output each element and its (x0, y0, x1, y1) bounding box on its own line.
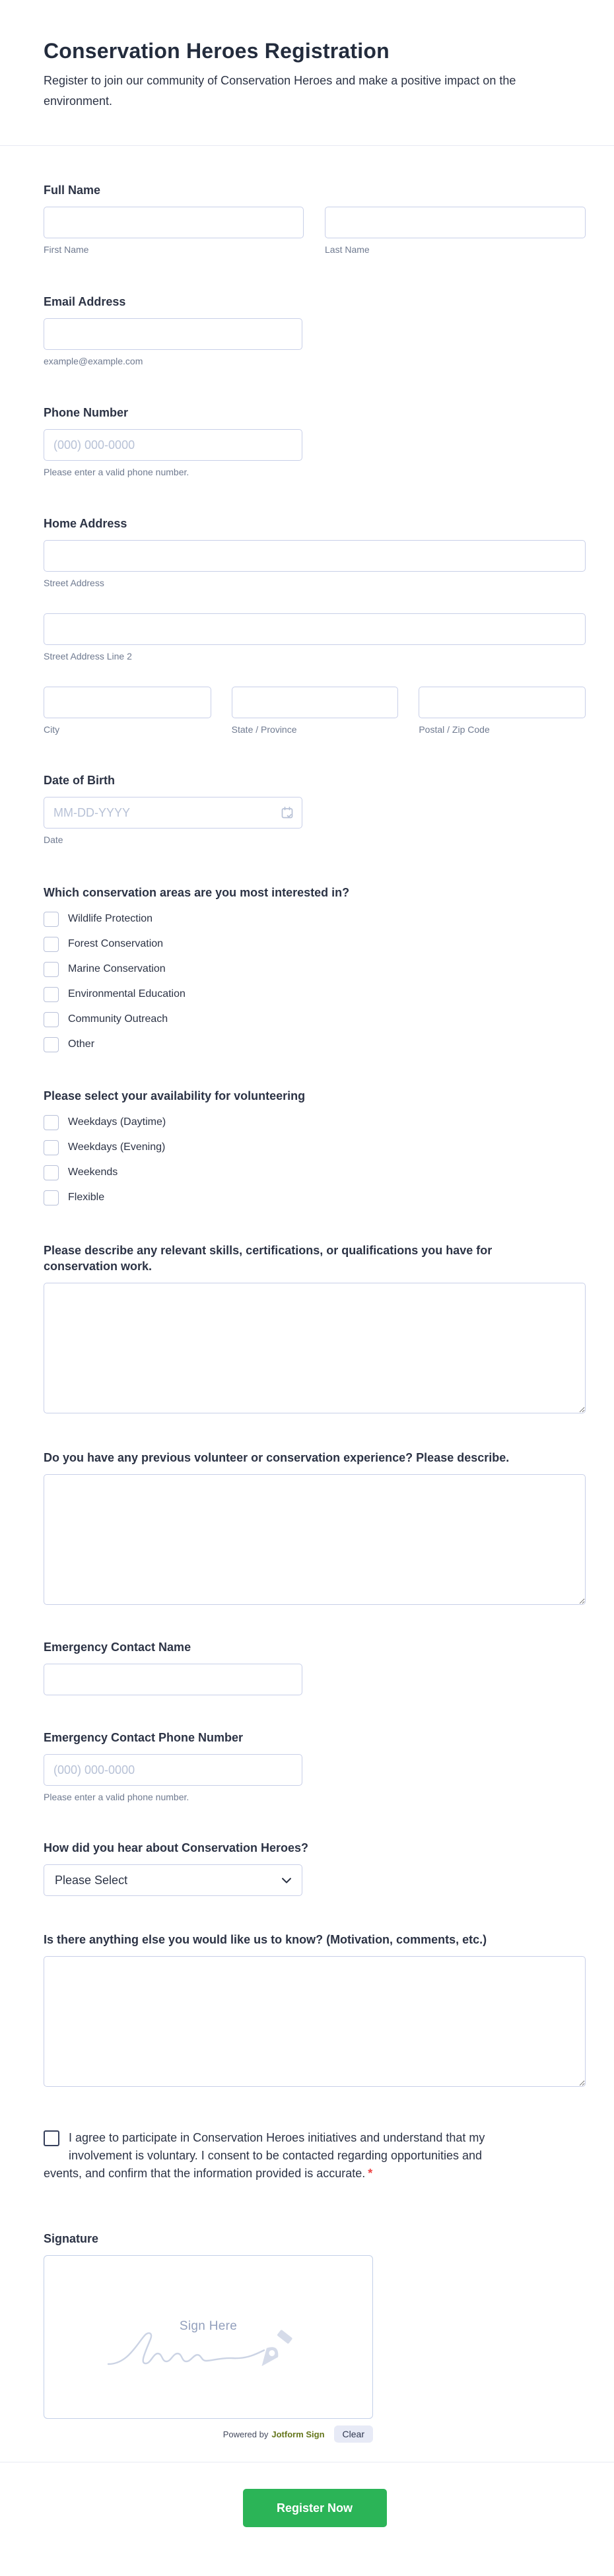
checkbox[interactable] (44, 1115, 59, 1130)
page-subtitle: Register to join our community of Conservation Heroes and make a positive impact on the environment. (44, 74, 516, 108)
checkbox[interactable] (44, 1012, 59, 1027)
powered-by-text: Powered by (222, 2429, 269, 2439)
checkbox[interactable] (44, 1165, 59, 1180)
comments-textarea[interactable] (44, 1956, 586, 2087)
signature-label: Signature (44, 2232, 99, 2245)
checkbox[interactable] (44, 987, 59, 1002)
interest-option-outreach[interactable]: Community Outreach (44, 1010, 586, 1029)
signature-footer (44, 2425, 373, 2443)
checkbox[interactable] (44, 937, 59, 952)
last-name-input[interactable] (325, 207, 586, 238)
street-address2-sublabel: Street Address Line 2 (44, 651, 132, 661)
availability-option-weekday-evening[interactable]: Weekdays (Evening) (44, 1138, 586, 1157)
question-dob (44, 772, 586, 846)
pen-nib-icon (256, 2330, 293, 2371)
header-divider (0, 145, 614, 146)
sign-here-placeholder: Sign Here (179, 2319, 238, 2333)
interest-option-marine[interactable]: Marine Conservation (44, 960, 586, 978)
experience-textarea[interactable] (44, 1474, 586, 1605)
clear-signature-button[interactable]: Clear (334, 2425, 373, 2443)
question-signature (44, 2231, 586, 2443)
emergency-name-input[interactable] (44, 1664, 302, 1695)
availability-option-weekends[interactable]: Weekends (44, 1163, 586, 1182)
dob-sublabel: Date (44, 834, 63, 845)
street-address-input[interactable] (44, 540, 586, 572)
full-name-label: Full Name (44, 184, 101, 197)
first-name-input[interactable] (44, 207, 304, 238)
form-body (0, 182, 614, 2462)
checkbox[interactable] (44, 1190, 59, 1205)
emergency-phone-sublabel: Please enter a valid phone number. (44, 1792, 189, 1802)
availability-option-weekday-day[interactable]: Weekdays (Daytime) (44, 1113, 586, 1132)
interest-option-education[interactable]: Environmental Education (44, 985, 586, 1003)
state-input[interactable] (232, 687, 399, 718)
referral-label: How did you hear about Conservation Heroes? (44, 1841, 309, 1854)
interests-options (44, 910, 586, 1054)
form-header (0, 0, 614, 112)
checkbox[interactable] (44, 962, 59, 977)
checkbox[interactable] (44, 1037, 59, 1052)
last-name-sublabel: Last Name (325, 244, 370, 255)
interest-option-wildlife[interactable]: Wildlife Protection (44, 910, 586, 928)
emergency-phone-input[interactable] (44, 1754, 302, 1786)
question-phone (44, 405, 586, 478)
required-asterisk: * (368, 2167, 373, 2180)
postal-input[interactable] (419, 687, 586, 718)
question-experience (44, 1450, 586, 1605)
signature-pad[interactable] (44, 2255, 373, 2419)
question-referral (44, 1840, 586, 1896)
referral-selected-value: Please Select (55, 1873, 128, 1887)
interest-option-forest[interactable]: Forest Conservation (44, 935, 586, 953)
skills-label: Please describe any relevant skills, certifications, or qualifications you have for conservation work. (44, 1244, 493, 1273)
phone-input[interactable] (44, 429, 302, 461)
question-email (44, 294, 586, 367)
question-comments (44, 1932, 586, 2087)
emergency-phone-label: Emergency Contact Phone Number (44, 1731, 244, 1744)
phone-sublabel: Please enter a valid phone number. (44, 467, 189, 477)
availability-label: Please select your availability for volunteering (44, 1089, 306, 1102)
experience-label: Do you have any previous volunteer or conservation experience? Please describe. (44, 1451, 510, 1464)
chevron-down-icon (282, 1878, 291, 1883)
skills-textarea[interactable] (44, 1283, 586, 1413)
page-title: Conservation Heroes Registration (44, 39, 390, 63)
availability-options (44, 1113, 586, 1207)
address-label: Home Address (44, 517, 127, 530)
availability-option-flexible[interactable]: Flexible (44, 1188, 586, 1207)
question-emergency-name (44, 1639, 586, 1695)
interests-label: Which conservation areas are you most interested in? (44, 886, 350, 899)
referral-select[interactable] (44, 1864, 302, 1896)
phone-label: Phone Number (44, 406, 129, 419)
email-input[interactable] (44, 318, 302, 350)
question-availability (44, 1088, 586, 1207)
street-address2-input[interactable] (44, 613, 586, 645)
jotform-sign-brand[interactable]: Jotform Sign (271, 2429, 325, 2439)
comments-label: Is there anything else you would like us to know? (Motivation, comments, etc.) (44, 1933, 487, 1946)
city-input[interactable] (44, 687, 211, 718)
form-bottom-spacer (44, 2443, 586, 2462)
question-skills (44, 1242, 586, 1413)
state-sublabel: State / Province (231, 724, 297, 735)
question-address (44, 516, 586, 735)
postal-sublabel: Postal / Zip Code (419, 724, 490, 735)
consent-checkbox[interactable] (44, 2130, 59, 2146)
checkbox[interactable] (44, 912, 59, 927)
signature-squiggle-icon (107, 2323, 305, 2376)
consent-text: I agree to participate in Conservation Heroes initiatives and understand that my involvement is voluntary. I consent to be contacted regarding opportunities and events, and confirm that the information provided is accurate. (44, 2131, 485, 2180)
checkbox[interactable] (44, 1140, 59, 1155)
emergency-name-label: Emergency Contact Name (44, 1641, 191, 1654)
question-interests (44, 885, 586, 1054)
email-label: Email Address (44, 295, 126, 308)
dob-input[interactable] (44, 797, 302, 829)
city-sublabel: City (44, 724, 60, 735)
dob-label: Date of Birth (44, 774, 115, 787)
interest-option-other[interactable]: Other (44, 1035, 586, 1054)
question-emergency-phone (44, 1730, 586, 1803)
register-now-button[interactable]: Register Now (243, 2489, 387, 2527)
question-full-name (44, 182, 586, 255)
email-sublabel: example@example.com (44, 356, 143, 366)
question-consent (44, 2129, 506, 2183)
form-footer (0, 2462, 614, 2561)
first-name-sublabel: First Name (44, 244, 89, 255)
street-address-sublabel: Street Address (44, 578, 104, 588)
